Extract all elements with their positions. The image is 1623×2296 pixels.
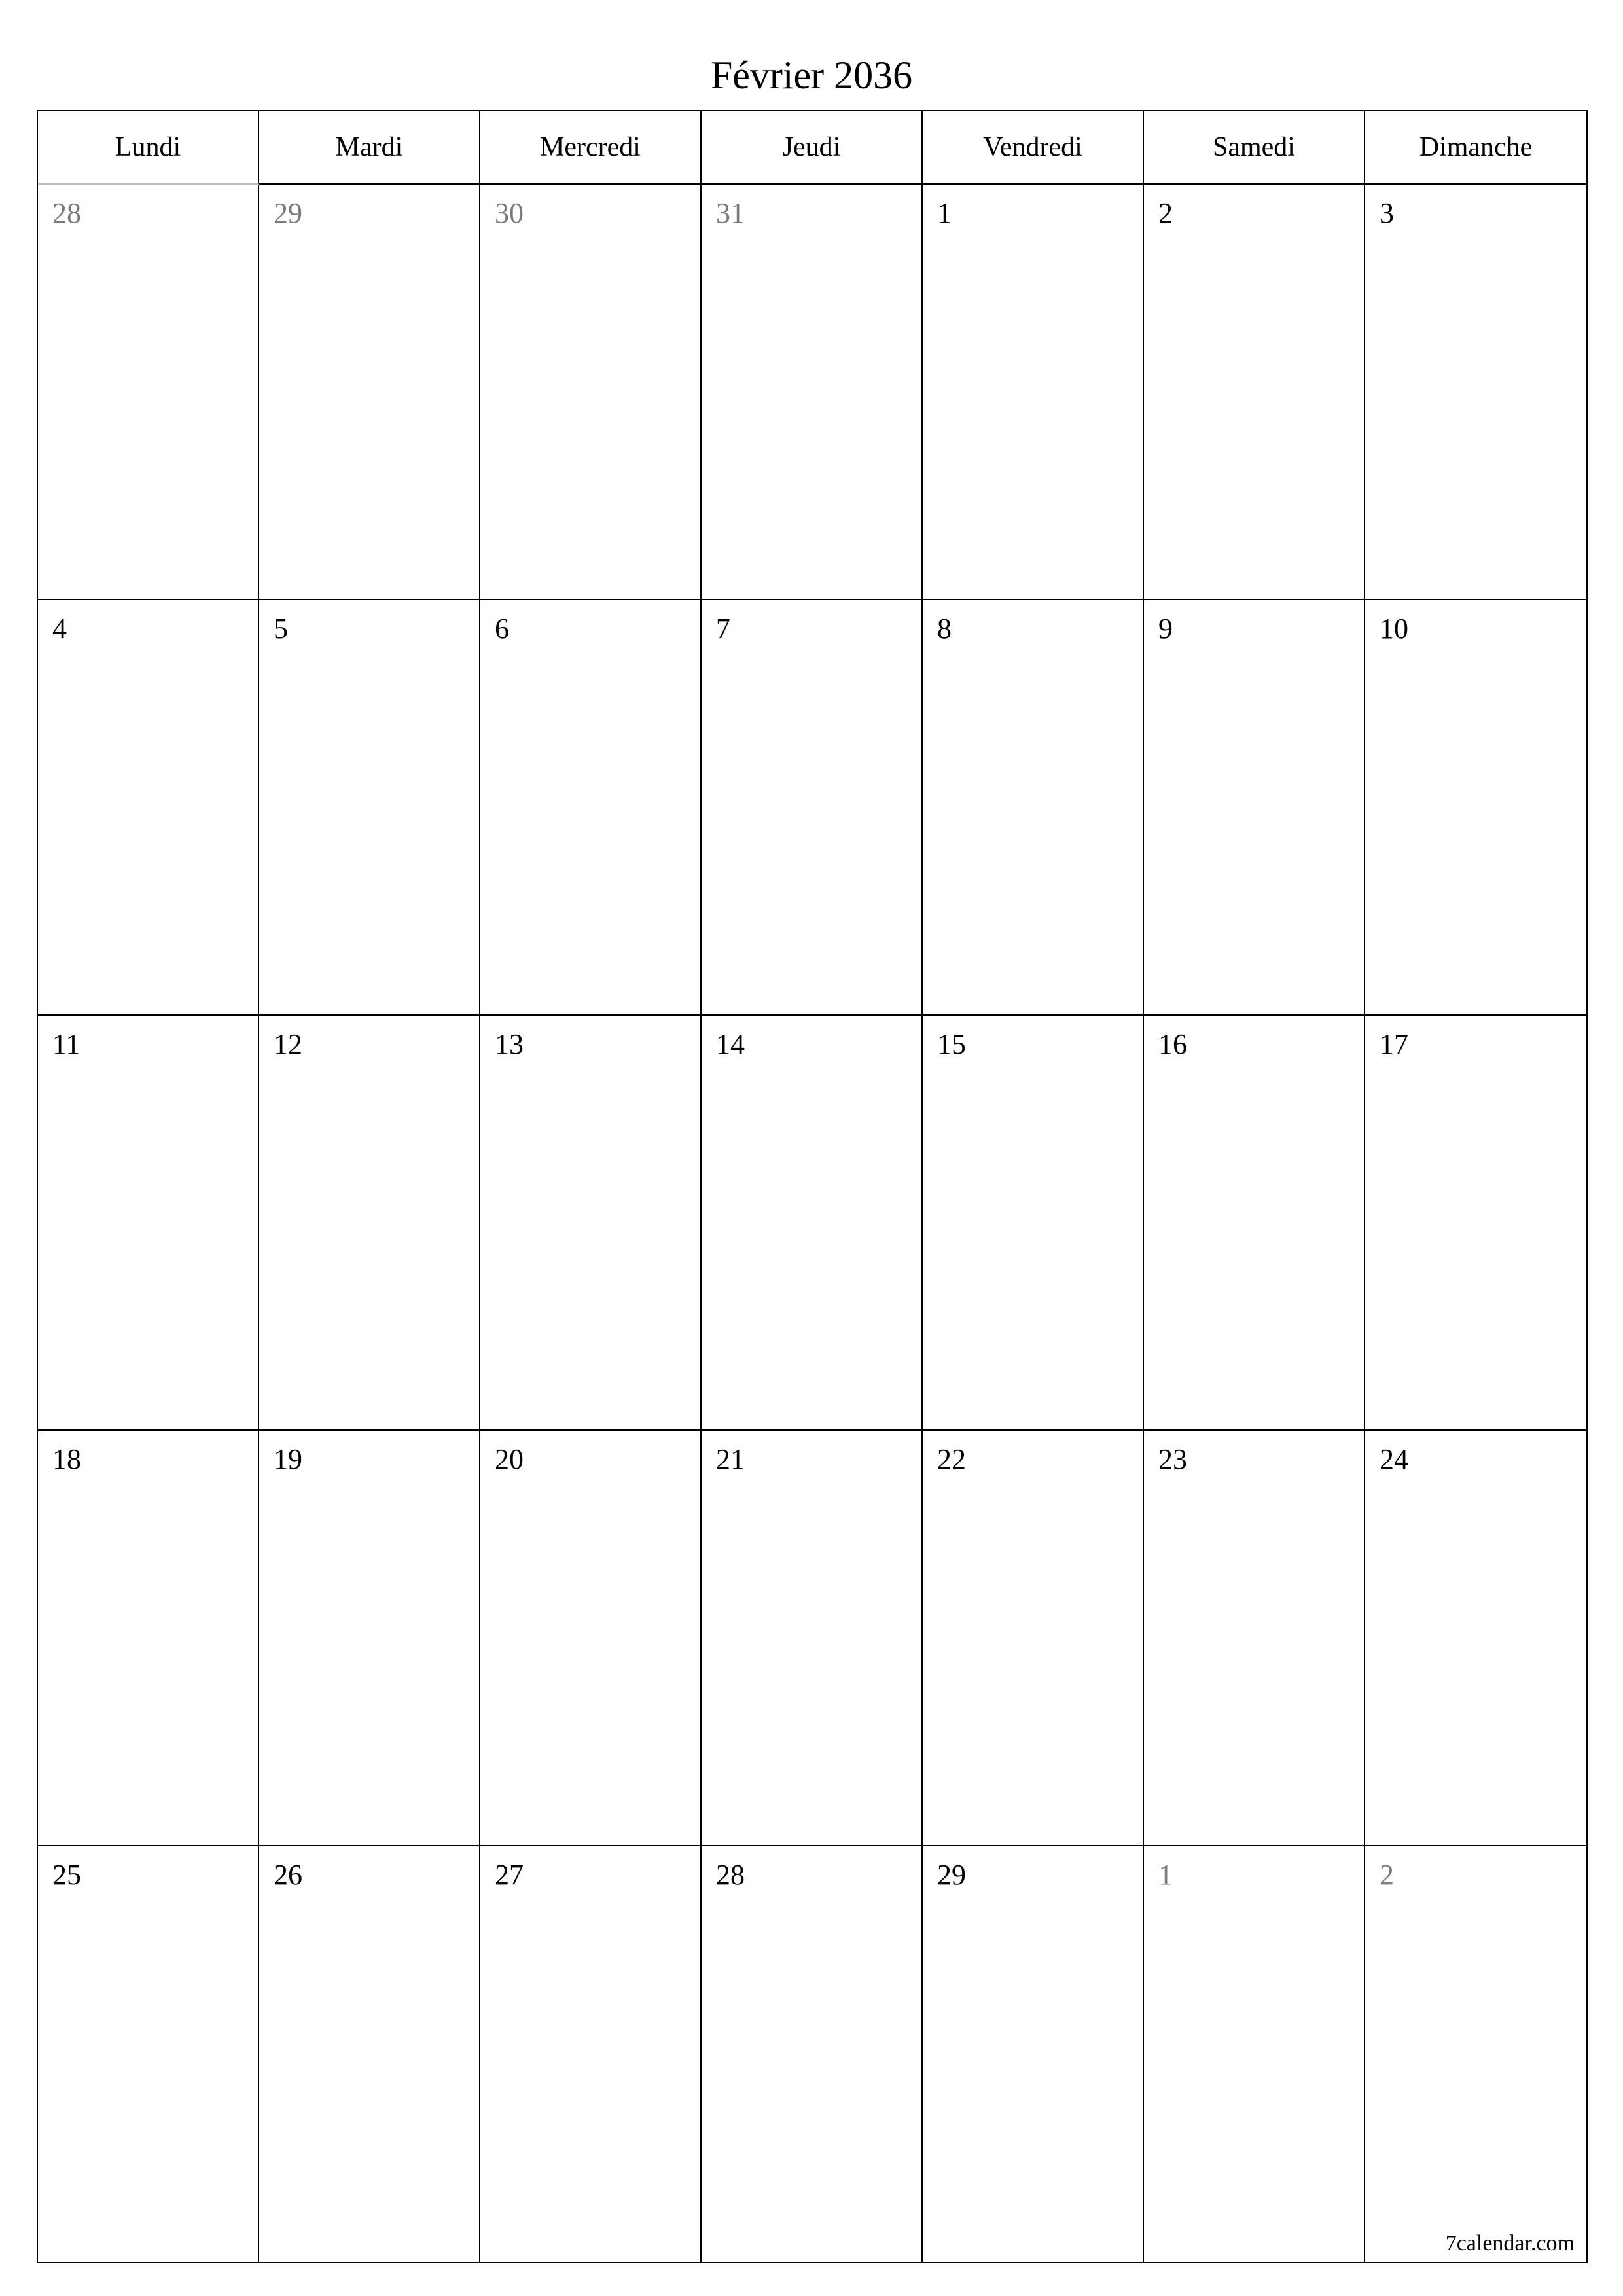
day-cell xyxy=(1365,1846,1586,2262)
day-number: 9 xyxy=(1158,612,1173,645)
day-cell xyxy=(702,1016,923,1431)
day-cell xyxy=(1365,185,1586,600)
day-cell xyxy=(38,1016,259,1431)
day-number: 15 xyxy=(937,1028,966,1060)
day-number: 2 xyxy=(1380,1859,1394,1892)
day-number: 25 xyxy=(52,1859,81,1892)
calendar-grid xyxy=(37,110,1588,2263)
day-number: 19 xyxy=(274,1443,302,1476)
day-number: 24 xyxy=(1380,1443,1408,1476)
day-number: 28 xyxy=(52,197,81,229)
day-number: 30 xyxy=(495,197,524,229)
day-number: 31 xyxy=(716,197,745,229)
day-cell xyxy=(38,1431,259,1846)
day-cell xyxy=(259,1431,480,1846)
day-number: 22 xyxy=(937,1443,966,1476)
day-number: 12 xyxy=(274,1028,302,1060)
day-cell xyxy=(1365,1431,1586,1846)
day-number: 17 xyxy=(1380,1028,1408,1060)
weekday-header-vendredi: Vendredi xyxy=(923,111,1144,185)
day-cell xyxy=(480,1846,702,2262)
day-cell xyxy=(1365,1016,1586,1431)
day-number: 5 xyxy=(274,612,288,645)
day-number: 29 xyxy=(274,197,302,229)
day-number: 4 xyxy=(52,612,67,645)
day-number: 8 xyxy=(937,612,952,645)
day-cell xyxy=(1144,600,1365,1016)
day-number: 3 xyxy=(1380,197,1394,229)
day-cell xyxy=(38,185,259,600)
day-number: 23 xyxy=(1158,1443,1187,1476)
day-cell xyxy=(923,1431,1144,1846)
day-cell xyxy=(1144,1016,1365,1431)
weekday-header-jeudi: Jeudi xyxy=(702,111,923,185)
day-cell xyxy=(923,1016,1144,1431)
day-cell xyxy=(259,1016,480,1431)
day-cell xyxy=(702,1846,923,2262)
day-cell xyxy=(259,185,480,600)
day-number: 16 xyxy=(1158,1028,1187,1060)
day-cell xyxy=(480,600,702,1016)
day-cell xyxy=(702,600,923,1016)
day-cell xyxy=(1144,1846,1365,2262)
day-number: 14 xyxy=(716,1028,745,1060)
day-number: 1 xyxy=(937,197,952,229)
day-number: 2 xyxy=(1158,197,1173,229)
day-number: 7 xyxy=(716,612,730,645)
day-number: 21 xyxy=(716,1443,745,1476)
weekday-header-mercredi: Mercredi xyxy=(480,111,702,185)
day-number: 6 xyxy=(495,612,509,645)
day-cell xyxy=(1144,185,1365,600)
page-title: Février 2036 xyxy=(710,54,913,97)
weekday-header-lundi: Lundi xyxy=(38,111,259,185)
day-number: 1 xyxy=(1158,1859,1173,1892)
day-cell xyxy=(38,600,259,1016)
day-number: 29 xyxy=(937,1859,966,1892)
day-cell xyxy=(259,1846,480,2262)
day-number: 28 xyxy=(716,1859,745,1892)
day-cell xyxy=(480,185,702,600)
day-cell xyxy=(259,600,480,1016)
footer-credit: 7calendar.com xyxy=(1445,2231,1575,2255)
day-cell xyxy=(702,1431,923,1846)
weekday-header-mardi: Mardi xyxy=(259,111,480,185)
day-number: 13 xyxy=(495,1028,524,1060)
day-number: 27 xyxy=(495,1859,524,1892)
day-cell xyxy=(1365,600,1586,1016)
day-number: 11 xyxy=(52,1028,80,1060)
day-cell xyxy=(923,600,1144,1016)
day-number: 18 xyxy=(52,1443,81,1476)
day-cell xyxy=(480,1016,702,1431)
day-cell xyxy=(702,185,923,600)
weekday-header-samedi: Samedi xyxy=(1144,111,1365,185)
day-cell xyxy=(480,1431,702,1846)
day-number: 26 xyxy=(274,1859,302,1892)
day-cell xyxy=(1144,1431,1365,1846)
day-number: 20 xyxy=(495,1443,524,1476)
weekday-header-dimanche: Dimanche xyxy=(1365,111,1586,185)
day-cell xyxy=(38,1846,259,2262)
day-cell xyxy=(923,185,1144,600)
day-cell xyxy=(923,1846,1144,2262)
day-number: 10 xyxy=(1380,612,1408,645)
